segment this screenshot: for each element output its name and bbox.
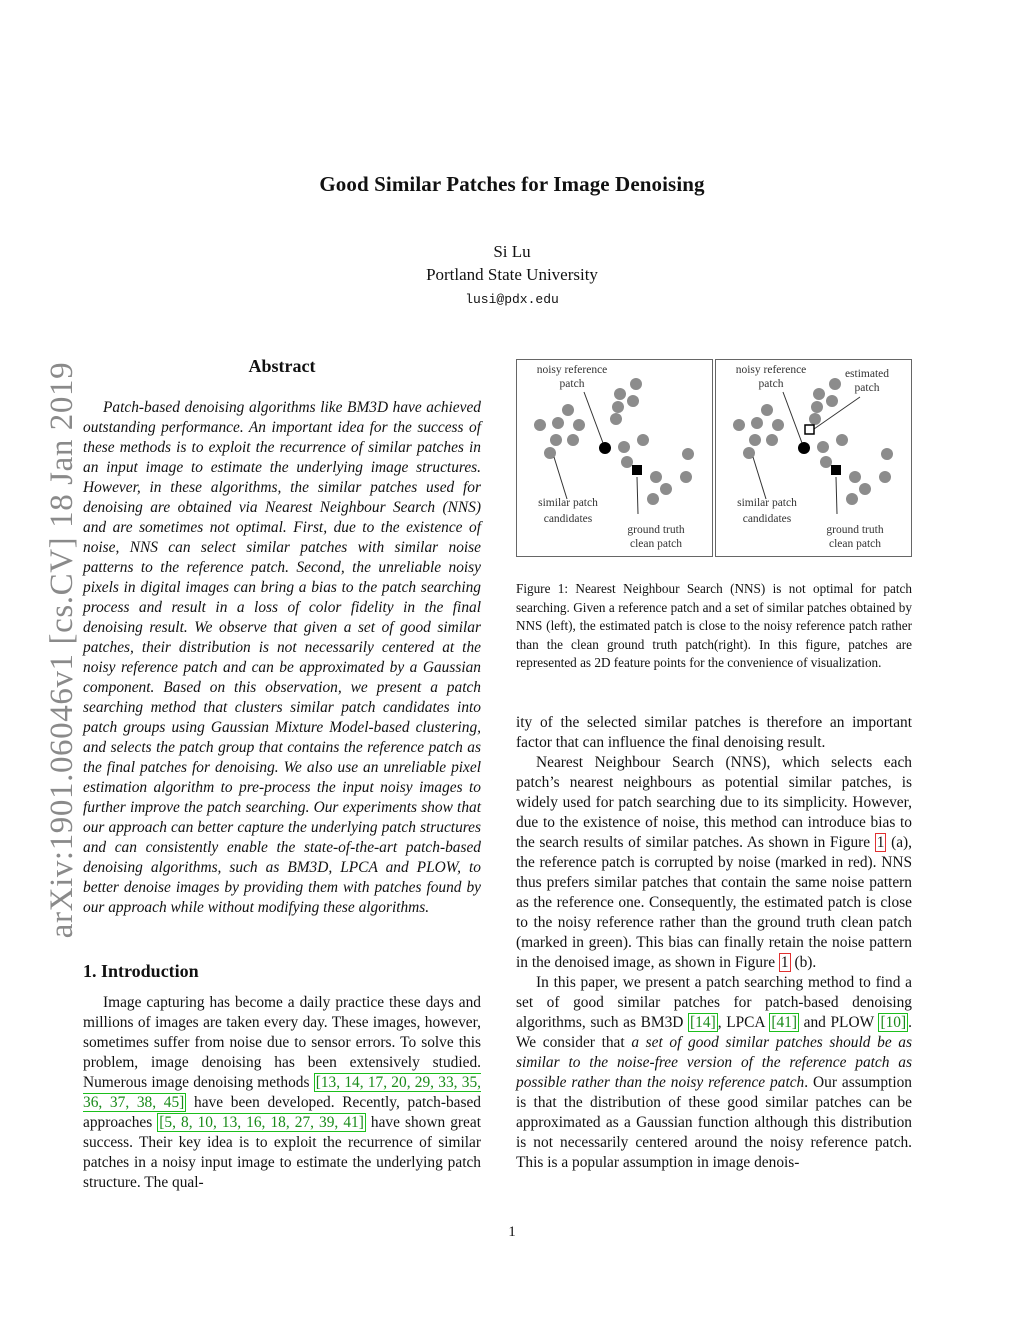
- right-gt-label-2: clean patch: [828, 538, 882, 550]
- intro-text-c: have shown great success. Their key idea is to exploit the recurrence of similar patches in a noisy input image to estimate the underlying patch structure. The qual-: [83, 1114, 481, 1191]
- intro-text-b: have been developed. Recently, patch-based approaches: [83, 1094, 482, 1131]
- citation-link-group[interactable]: [13, 14, 17, 20, 29, 33, 35, 36, 37, 38, 45]: [83, 1074, 481, 1111]
- right-noisy-ref-label-1: noisy reference: [735, 364, 807, 376]
- right-p1-text-a: Nearest Neighbour Search (NNS), which selects each patch’s nearest neighbours as potential similar patches, is widely used for patch searching due to its simplicity. However, due to the existence of noise, this method can introduce bias to the search results of similar patches. As shown in Figure: [516, 754, 912, 851]
- figure-link[interactable]: 1: [876, 834, 885, 851]
- right-candidates-label-1: similar patch: [737, 497, 797, 509]
- page-number: 1: [508, 1224, 516, 1240]
- abstract-heading: Abstract: [248, 356, 316, 376]
- right-p1-text-c: (b).: [790, 954, 817, 971]
- right-estimated-label-1: estimated: [844, 368, 890, 380]
- right-candidates-label-2: candidates: [742, 513, 792, 525]
- right-column-text: [516, 713, 912, 1173]
- right-p2-emphasis: a set of good similar patches should be as similar to the noise-free version of the reference patch as possible rather than the noisy reference patch: [516, 1034, 912, 1091]
- right-p2-text-e: . Our assumption is that the distribution of these good similar patches can be approximated as a Gaussian function although this distribution is not necessarily centered around the noisy reference patch. This is a popular assumption in image denois-: [516, 1074, 913, 1171]
- right-paragraph-1: [516, 753, 912, 973]
- right-p2-text-b: , LPCA: [717, 1014, 770, 1031]
- abstract-text: Patch-based denoising algorithms like BM3D have achieved outstanding performance. An important idea for the success of these methods is to exploit the recurrence of similar patches in an input image to estimate the underlying image structures. However, in these algorithms, the similar patches used for denoising are obtained via Nearest Neighbour Search (NNS) and are sometimes not optimal. First, due to the existence of noise, NNS can select similar patches with similar noise patterns to the reference patch. Second, the unreliable noisy pixels in digital images can bring a bias to the patch searching process and result in a loss of color fidelity in the final denoising result. We observe that given a set of good similar patches, their distribution is not necessarily centered at the noisy reference patch and can be approximated by a Gaussian component. Based on this observation, we present a patch searching method that clusters similar patch candidates into patch groups using Gaussian Mixture Model-based clustering, and selects the patch group that contains the reference patch as the final patches for denoising. We also use an unreliable pixel estimation algorithm to pre-process the input noisy images to further improve the patch searching. Our experiments show that our approach can better capture the underlying patch structures and can consistently enable the state-of-the-art patch-based denoising algorithms, such as BM3D, LPCA and PLOW, to better denoise images by providing them with patches found by our approach while without modifying these algorithms.: [83, 399, 481, 916]
- right-p1-text-b: (a), the reference patch is corrupted by noise (marked in red). NNS thus prefers similar patches that contain the same noise pattern as the reference one. Consequently, the estimated patch is close to the noisy reference rather than the ground truth clean patch (marked in green). This bias can finally retain the noise pattern in the denoised image, as shown in Figure: [516, 834, 912, 971]
- right-p2-text-a: In this paper, we present a patch searching method to find a set of good similar patches for patch-based denoising algorithms, such as BM3D: [516, 974, 912, 1031]
- author-email: lusi@pdx.edu: [465, 292, 559, 307]
- right-estimated-label-2: patch: [854, 382, 880, 394]
- right-paragraph-0: ity of the selected similar patches is therefore an important factor that can influence the final denoising result.: [516, 714, 912, 751]
- left-noisy-ref-label-1: noisy reference: [536, 364, 608, 376]
- right-gt-label-1: ground truth: [826, 524, 884, 536]
- introduction-heading: 1. Introduction: [83, 961, 199, 981]
- right-p2-text-d: . We consider that: [516, 1014, 912, 1051]
- citation-link-group[interactable]: [5, 8, 10, 13, 16, 18, 27, 39, 41]: [159, 1114, 364, 1131]
- figure-1: [516, 359, 912, 557]
- figure-link[interactable]: 1: [780, 954, 789, 971]
- citation-link-lpca[interactable]: [41]: [771, 1014, 797, 1031]
- left-gt-label-2: clean patch: [629, 538, 683, 550]
- right-noisy-ref-label-2: patch: [758, 378, 784, 390]
- right-paragraph-2: [516, 973, 912, 1173]
- citation-link-bm3d[interactable]: [14]: [690, 1014, 716, 1031]
- figure-1-caption: Figure 1: Nearest Neighbour Search (NNS) is not optimal for patch searching. Given a reference patch and a set of similar patches obtained by NNS (left), the estimated patch is close to the noisy reference patch rather than the clean ground truth patch(right). In this figure, patches are represented as 2D feature points for the convenience of visualization.: [516, 581, 912, 670]
- left-noisy-ref-label-2: patch: [559, 378, 585, 390]
- arxiv-stamp: arXiv:1901.06046v1 [cs.CV] 18 Jan 2019: [44, 361, 80, 939]
- left-candidate-points: [534, 378, 694, 505]
- left-gt-label-1: ground truth: [627, 524, 685, 536]
- citation-link-plow[interactable]: [10]: [880, 1014, 907, 1031]
- introduction-paragraph: [83, 993, 481, 1193]
- right-candidate-points: [733, 378, 893, 505]
- left-candidates-label-1: similar patch: [538, 497, 598, 509]
- author-affiliation: Portland State University: [426, 265, 598, 284]
- right-p2-text-c: and PLOW: [798, 1014, 879, 1031]
- intro-text-a: Image capturing has become a daily practice these days and millions of images are taken every day. These images, however, sometimes suffer from noise due to sensor errors. To solve this problem, image denoising has been extensively studied. Numerous image denoising methods: [83, 994, 481, 1091]
- author-name: Si Lu: [493, 242, 531, 261]
- paper-title: Good Similar Patches for Image Denoising: [319, 172, 705, 196]
- left-candidates-label-2: candidates: [543, 513, 593, 525]
